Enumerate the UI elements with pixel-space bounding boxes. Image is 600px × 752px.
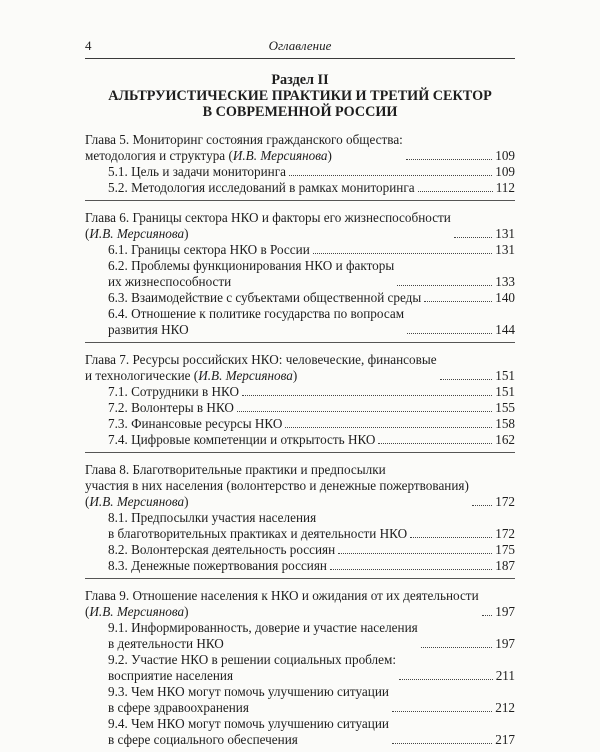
toc-leader-dots: [482, 615, 493, 616]
section-title-line-1: АЛЬТРУИСТИЧЕСКИЕ ПРАКТИКИ И ТРЕТИЙ СЕКТОР: [108, 88, 492, 104]
toc-page-number: 187: [495, 558, 515, 573]
toc-subsection-title: [108, 400, 234, 416]
toc-chapter-title: [85, 588, 479, 620]
toc-subsection-title-line: 9.1. Информированность, доверие и участие населения: [108, 620, 418, 635]
toc-leader-dots: [399, 679, 493, 680]
toc-chapter-title-line: Глава 5. Мониторинг состояния гражданского общества:: [85, 132, 403, 147]
toc-author: И.В. Мерсиянова: [89, 604, 185, 619]
section-heading: [85, 72, 515, 120]
toc-leader-dots: [472, 505, 492, 506]
toc-page-number: 151: [495, 384, 515, 399]
toc-subsection-title: [108, 558, 327, 574]
toc-subsection-title-line: 9.2. Участие НКО в решении социальных проблем:: [108, 652, 396, 667]
toc-page-number: 155: [495, 400, 515, 415]
toc-subsection-title-line: в деятельности НКО: [108, 636, 224, 651]
toc-subsection-entry[interactable]: [85, 306, 515, 338]
toc-author: И.В. Мерсиянова: [89, 226, 185, 241]
toc-subsection-title: [108, 620, 418, 652]
page-number: 4: [85, 38, 92, 53]
toc-chapter: [85, 453, 515, 579]
toc-subsection-title-line: их жизнеспособности: [108, 274, 232, 289]
toc-chapter-title-line: Глава 7. Ресурсы российских НКО: человеческие, финансовые: [85, 352, 437, 367]
toc-leader-dots: [392, 743, 492, 744]
toc-subsection-entry[interactable]: [85, 384, 515, 400]
toc-chapter-title-prefix: (: [85, 226, 90, 241]
toc-subsection-title: [108, 684, 389, 716]
toc-page-number: 109: [495, 148, 515, 163]
toc-page-number: 162: [495, 432, 515, 447]
toc-leader-dots: [313, 253, 492, 254]
toc-chapter-entry[interactable]: [85, 352, 515, 384]
toc-chapter-title: [85, 462, 469, 510]
toc-subsection-title: [108, 416, 282, 432]
toc-subsection-entry[interactable]: [85, 542, 515, 558]
toc-page-number: 217: [495, 732, 515, 747]
toc-subsection-title-line: 5.1. Цель и задачи мониторинга: [108, 164, 286, 179]
toc-subsection-title-line: 6.3. Взаимодействие с субъектами общественной среды: [108, 290, 422, 305]
toc-author-close: ): [292, 368, 298, 383]
toc-subsection-title-line: в благотворительных практиках и деятельности НКО: [108, 526, 408, 541]
toc-subsection-entry[interactable]: [85, 258, 515, 290]
toc-leader-dots: [418, 191, 493, 192]
running-title: Оглавление: [268, 38, 332, 53]
toc-page-number: 131: [495, 242, 515, 257]
toc-chapter-title-prefix: (: [85, 604, 90, 619]
toc-subsection-title: [108, 180, 415, 196]
toc-page-number: 211: [495, 668, 515, 683]
toc-page-number: 133: [495, 274, 515, 289]
toc-page-number: 175: [495, 542, 515, 557]
toc-chapter: [85, 579, 515, 752]
toc-chapter-title-prefix: методология и структура (: [85, 148, 233, 163]
toc-author: И.В. Мерсиянова: [232, 148, 328, 163]
toc-subsection-title-line: в сфере здравоохранения: [108, 700, 249, 715]
toc-author: И.В. Мерсиянова: [198, 368, 293, 383]
toc-subsection-entry[interactable]: [85, 510, 515, 542]
toc-subsection-title: [108, 242, 310, 258]
toc-leader-dots: [338, 553, 492, 554]
toc-leader-dots: [410, 537, 492, 538]
toc-subsection-title-line: 8.1. Предпосылки участия населения: [108, 510, 317, 525]
toc-subsection-title-line: 9.4. Чем НКО могут помочь улучшению ситуации: [108, 716, 389, 731]
toc-page-number: 197: [495, 604, 515, 619]
toc-subsection-entry[interactable]: [85, 416, 515, 432]
toc-chapter-title-line: Глава 8. Благотворительные практики и предпосылки: [85, 462, 386, 477]
toc-subsection-title-line: 6.2. Проблемы функционирования НКО и факторы: [108, 258, 395, 273]
table-of-contents: [85, 130, 515, 752]
toc-chapter-entry[interactable]: [85, 588, 515, 620]
toc-chapter-title-prefix: (: [85, 494, 90, 509]
toc-leader-dots: [289, 175, 492, 176]
toc-leader-dots: [406, 159, 492, 160]
toc-subsection-title-line: 6.4. Отношение к политике государства по вопросам: [108, 306, 405, 321]
toc-subsection-entry[interactable]: [85, 652, 515, 684]
toc-chapter: [85, 343, 515, 453]
toc-leader-dots: [440, 379, 493, 380]
toc-chapter-title: [85, 132, 403, 164]
toc-leader-dots: [397, 285, 492, 286]
toc-subsection-title-line: 6.1. Границы сектора НКО в России: [108, 242, 310, 257]
toc-subsection-title-line: восприятие населения: [108, 668, 234, 683]
toc-chapter-title-line: участия в них населения (волонтерство и денежные пожертвования): [85, 478, 469, 493]
toc-subsection-title-line: 9.3. Чем НКО могут помочь улучшению ситуации: [108, 684, 389, 699]
toc-subsection-entry[interactable]: [85, 290, 515, 306]
toc-subsection-entry[interactable]: [85, 180, 515, 196]
toc-chapter-title-line: [85, 148, 332, 163]
toc-page-number: 197: [495, 636, 515, 651]
toc-subsection-title-line: 8.2. Волонтерская деятельность россиян: [108, 542, 336, 557]
toc-chapter-entry[interactable]: [85, 462, 515, 510]
toc-subsection-title-line: развития НКО: [108, 322, 189, 337]
toc-author-close: ): [184, 604, 189, 619]
toc-chapter-title-line: [85, 604, 188, 619]
toc-leader-dots: [392, 711, 492, 712]
toc-subsection-title-line: 7.2. Волонтеры в НКО: [108, 400, 234, 415]
toc-leader-dots: [378, 443, 492, 444]
toc-leader-dots: [454, 237, 492, 238]
toc-page-number: 172: [495, 494, 515, 509]
toc-chapter-title: [85, 210, 451, 242]
toc-subsection-title-line: 7.4. Цифровые компетенции и открытость НКО: [108, 432, 376, 447]
toc-subsection-entry[interactable]: [85, 242, 515, 258]
toc-author: И.В. Мерсиянова: [89, 494, 185, 509]
toc-chapter-title-line: Глава 6. Границы сектора НКО и факторы его жизнеспособности: [85, 210, 451, 225]
toc-leader-dots: [407, 333, 492, 334]
toc-page-number: 144: [495, 322, 515, 337]
page-header: [85, 38, 515, 59]
toc-subsection-title-line: 7.3. Финансовые ресурсы НКО: [108, 416, 283, 431]
toc-subsection-entry[interactable]: [85, 558, 515, 574]
toc-subsection-title: [108, 432, 375, 448]
toc-leader-dots: [237, 411, 492, 412]
toc-subsection-title: [108, 716, 389, 748]
toc-leader-dots: [330, 569, 492, 570]
toc-chapter: [85, 201, 515, 343]
toc-page-number: 172: [495, 526, 515, 541]
toc-page-number: 131: [495, 226, 515, 241]
toc-subsection-entry[interactable]: [85, 400, 515, 416]
toc-subsection-title-line: 7.1. Сотрудники в НКО: [108, 384, 240, 399]
toc-chapter: [85, 130, 515, 201]
toc-leader-dots: [242, 395, 492, 396]
toc-page-number: 112: [495, 180, 515, 195]
toc-subsection-title: [108, 164, 286, 180]
toc-subsection-title: [108, 306, 404, 338]
toc-chapter-title-line: [85, 368, 297, 383]
toc-subsection-title: [108, 290, 421, 306]
toc-chapter-title: [85, 352, 437, 384]
toc-subsection-title-line: 5.2. Методология исследований в рамках мониторинга: [108, 180, 415, 195]
toc-subsection-entry[interactable]: [85, 164, 515, 180]
toc-subsection-title: [108, 510, 407, 542]
section-title-line-2: В СОВРЕМЕННОЙ РОССИИ: [202, 104, 398, 120]
toc-chapter-title-line: [85, 494, 188, 509]
toc-chapter-entry[interactable]: [85, 132, 515, 164]
toc-author-close: ): [184, 494, 189, 509]
toc-subsection-title-line: 8.3. Денежные пожертвования россиян: [108, 558, 327, 573]
toc-page-number: 109: [495, 164, 515, 179]
toc-subsection-title: [108, 652, 396, 684]
toc-page-number: 151: [495, 368, 515, 383]
toc-chapter-title-line: Глава 9. Отношение населения к НКО и ожидания от их деятельности: [85, 588, 479, 603]
toc-chapter-entry[interactable]: [85, 210, 515, 242]
toc-leader-dots: [424, 301, 492, 302]
toc-author-close: ): [184, 226, 189, 241]
section-label: Раздел II: [271, 72, 329, 88]
toc-subsection-entry[interactable]: [85, 432, 515, 448]
toc-subsection-title: [108, 258, 394, 290]
toc-subsection-entry[interactable]: [85, 684, 515, 716]
toc-subsection-title: [108, 542, 335, 558]
toc-page-number: 158: [495, 416, 515, 431]
toc-leader-dots: [421, 647, 493, 648]
toc-chapter-title-prefix: и технологические (: [85, 368, 199, 383]
toc-subsection-entry[interactable]: [85, 716, 515, 748]
toc-subsection-entry[interactable]: [85, 620, 515, 652]
toc-subsection-title: [108, 384, 239, 400]
toc-subsection-title-line: в сфере социального обеспечения: [108, 732, 298, 747]
toc-leader-dots: [285, 427, 492, 428]
toc-author-close: ): [327, 148, 332, 163]
toc-page-number: 140: [495, 290, 515, 305]
toc-page-number: 212: [495, 700, 515, 715]
toc-chapter-title-line: [85, 226, 188, 241]
